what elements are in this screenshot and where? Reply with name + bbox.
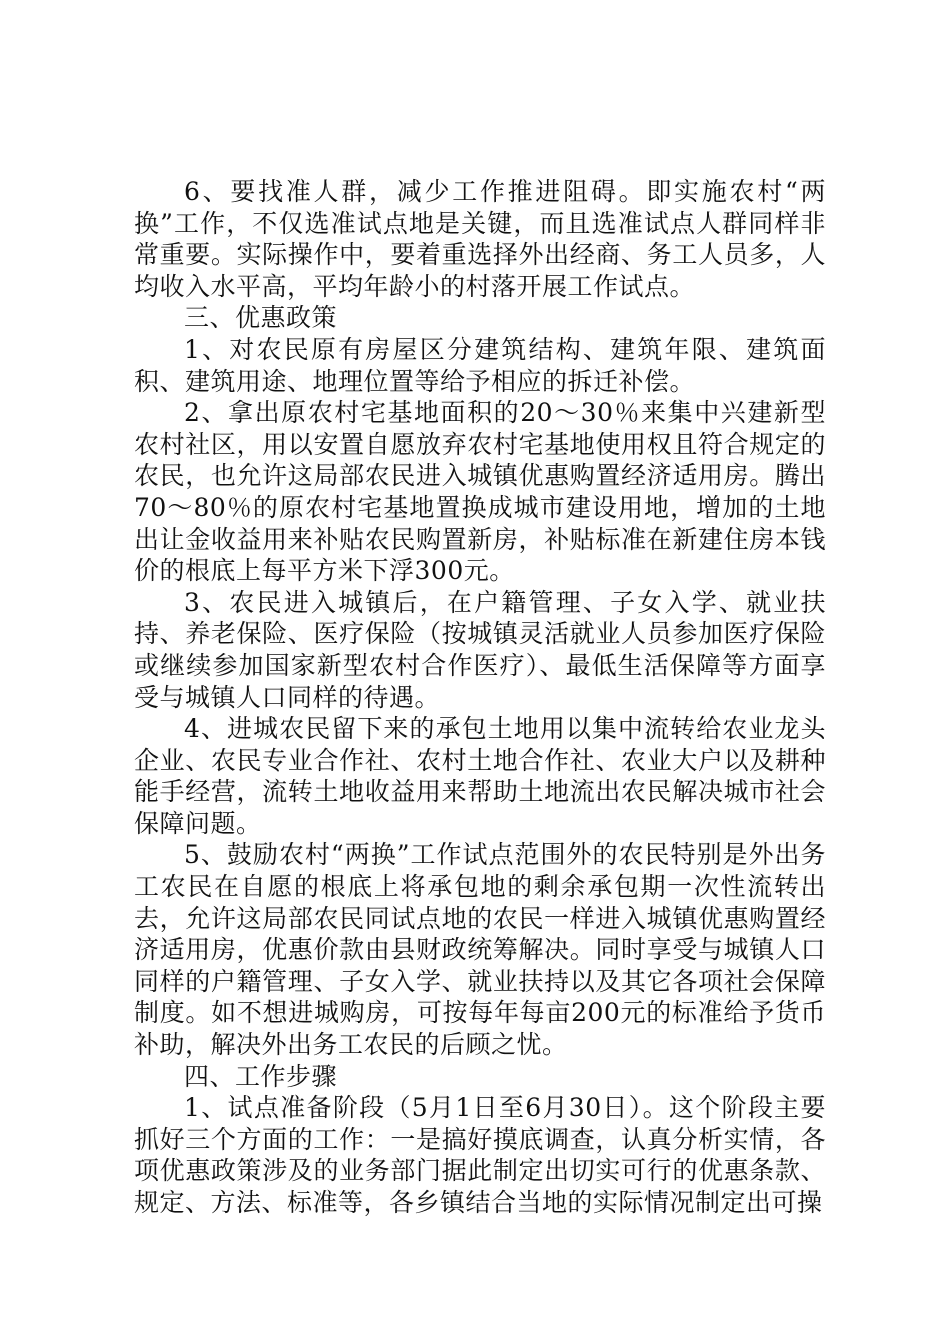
paragraph-policy-3: 3、农民进入城镇后，在户籍管理、子女入学、就业扶持、养老保险、医疗保险（按城镇灵活就业人员参加医疗保险或继续参加国家新型农村合作医疗）、最低生活保障等方面享受与城镇人口同样的待遇。 bbox=[134, 587, 826, 712]
paragraph-policy-5: 5、鼓励农村“两换”工作试点范围外的农民特别是外出务工农民在自愿的根底上将承包地的剩余承包期一次性流转出去，允许这局部农民同试点地的农民一样进入城镇优惠购置经济适用房，优惠价款由县财政统筹解决。同时享受与城镇人口同样的户籍管理、子女入学、就业扶持以及其它各项社会保障制度。如不想进城购房，可按每年每亩200元的标准给予货币补助，解决外出务工农民的后顾之忧。 bbox=[134, 840, 826, 1060]
paragraph-policy-1: 1、对农民原有房屋区分建筑结构、建筑年限、建筑面积、建筑用途、地理位置等给予相应的拆迁补偿。 bbox=[134, 334, 826, 396]
paragraph-policy-4: 4、进城农民留下来的承包土地用以集中流转给农业龙头企业、农民专业合作社、农村土地合作社、农业大户以及耕种能手经营，流转土地收益用来帮助土地流出农民解决城市社会保障问题。 bbox=[134, 714, 826, 838]
paragraph-policy-2: 2、拿出原农村宅基地面积的20～30％来集中兴建新型农村社区，用以安置自愿放弃农村宅基地使用权且符合规定的农民，也允许这局部农民进入城镇优惠购置经济适用房。腾出70～80％的原农村宅基地置换成城市建设用地，增加的土地出让金收益用来补贴农民购置新房，补贴标准在新建住房本钱价的根底上每平方米下浮300元。 bbox=[134, 398, 826, 586]
paragraph-target-group: 6、要找准人群，减少工作推进阻碍。即实施农村“两换”工作，不仅选准试点地是关键，而且选准试点人群同样非常重要。实际操作中，要着重选择外出经商、务工人员多，人均收入水平高，平均年龄小的村落开展工作试点。 bbox=[134, 177, 826, 301]
section-heading-preferential-policies: 三、优惠政策 bbox=[184, 303, 338, 333]
paragraph-step-1: 1、试点准备阶段（5月1日至6月30日）。这个阶段主要抓好三个方面的工作：一是搞好摸底调查，认真分析实情，各项优惠政策涉及的业务部门据此制定出切实可行的优惠条款、规定、方法、标准等，各乡镇结合当地的实际情况制定出可操 bbox=[134, 1093, 826, 1217]
section-heading-work-steps: 四、工作步骤 bbox=[184, 1061, 338, 1091]
document-body bbox=[134, 176, 826, 1219]
